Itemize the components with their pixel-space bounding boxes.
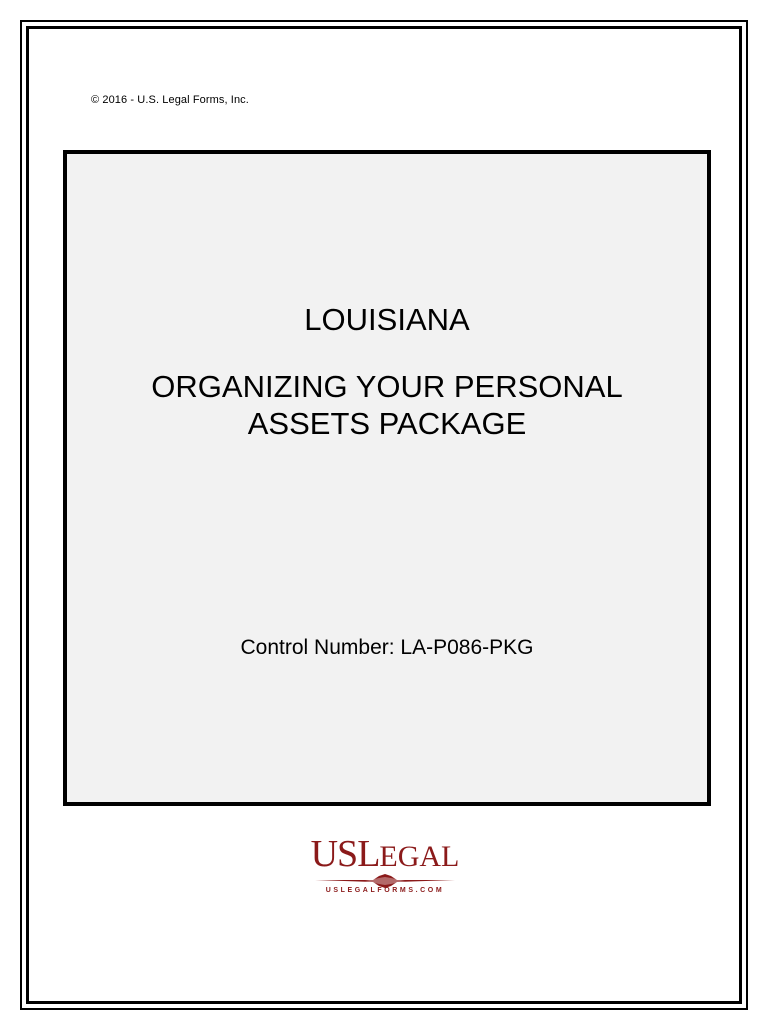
package-title [67, 368, 707, 442]
logo-wordmark-egal: EGAL [379, 840, 460, 873]
logo-wordmark-us: US [310, 833, 358, 875]
eagle-icon [315, 874, 455, 888]
logo-url: USLEGALFORMS.COM [325, 887, 445, 894]
package-title-line-1: ORGANIZING YOUR PERSONAL [151, 369, 623, 404]
cover-box [63, 150, 711, 806]
state-title: LOUISIANA [304, 302, 470, 337]
logo-wordmark-l: L [357, 833, 380, 875]
package-title-line-2: ASSETS PACKAGE [247, 406, 527, 441]
copyright-notice: © 2016 - U.S. Legal Forms, Inc. [91, 94, 249, 106]
control-number: Control Number: LA-P086-PKG [240, 636, 534, 659]
logo-wordmark [300, 834, 470, 877]
uslegal-logo [300, 834, 470, 904]
